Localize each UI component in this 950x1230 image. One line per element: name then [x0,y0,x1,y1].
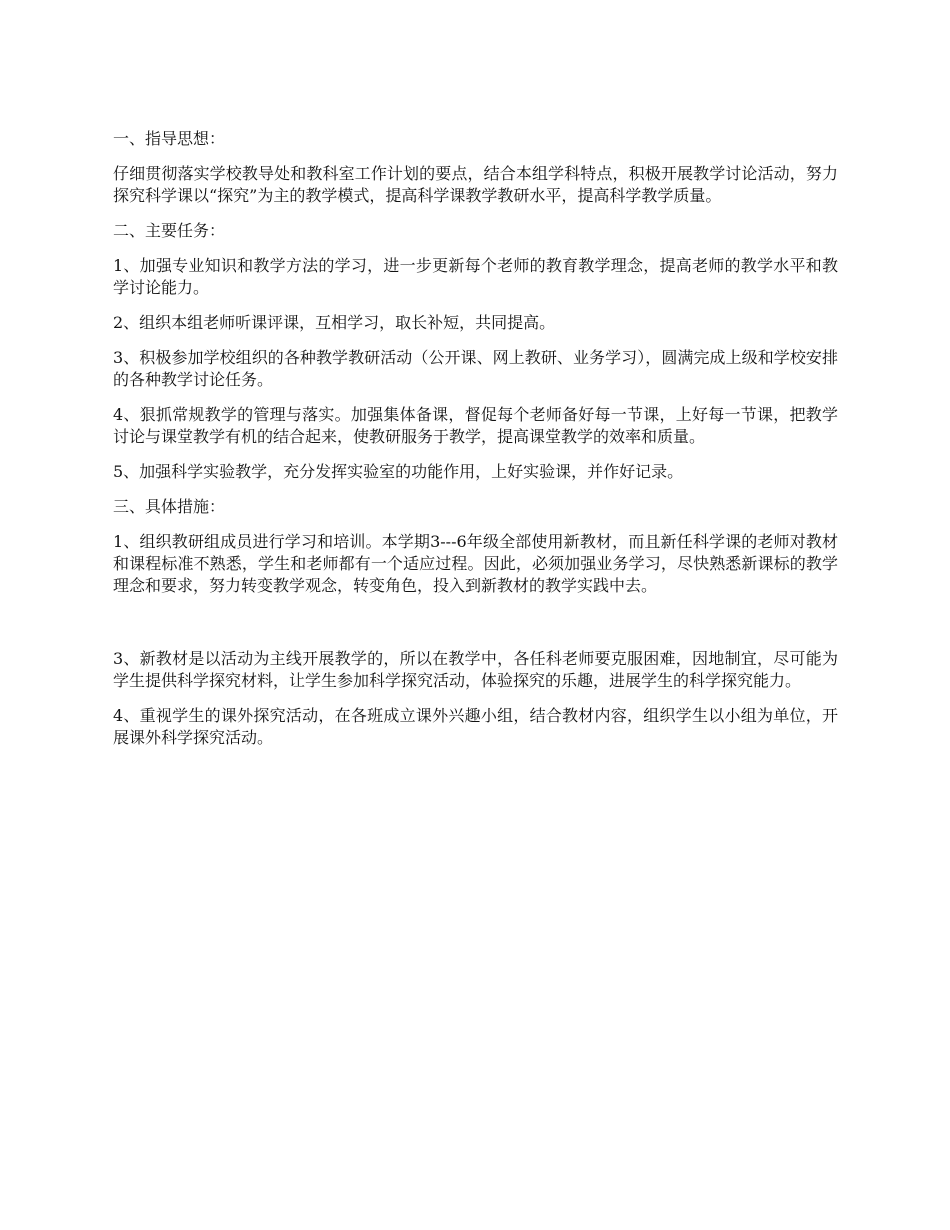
task-item: 2、组织本组老师听课评课，互相学习，取长补短，共同提高。 [113,313,556,332]
section-heading-main-tasks: 二、主要任务： [113,221,226,240]
measure-item: 3、新教材是以活动为主线开展教学的，所以在教学中，各任科老师要克服困难，因地制宜，尽可能为学生提供科学探究材料，让学生参加科学探究活动，体验探究的乐趣，进展学生的科学探究能力。 [113,649,838,690]
task-item: 5、加强科学实验教学，充分发挥实验室的功能作用，上好实验课，并作好记录。 [113,462,684,481]
blank-spacer [113,610,838,648]
section-heading-guiding-ideology: 一、指导思想： [113,129,226,148]
task-item: 1、加强专业知识和教学方法的学习，进一步更新每个老师的教育教学理念，提高老师的教学水平和教学讨论能力。 [113,256,838,297]
section-heading-specific-measures: 三、具体措施： [113,497,226,516]
task-item: 3、积极参加学校组织的各种教学教研活动（公开课、网上教研、业务学习），圆满完成上级和学校安排的各种教学讨论任务。 [113,348,838,389]
task-item: 4、狠抓常规教学的管理与落实。加强集体备课，督促每个老师备好每一节课，上好每一节课，把教学讨论与课堂教学有机的结合起来，使教研服务于教学，提高课堂教学的效率和质量。 [113,405,838,446]
measure-item: 4、重视学生的课外探究活动，在各班成立课外兴趣小组，结合教材内容，组织学生以小组为单位，开展课外科学探究活动。 [113,706,838,747]
guiding-ideology-paragraph: 仔细贯彻落实学校教导处和教科室工作计划的要点，结合本组学科特点，积极开展教学讨论活动，努力探究科学课以“探究”为主的教学模式，提高科学课教学教研水平，提高科学教学质量。 [113,164,838,205]
measure-item: 1、组织教研组成员进行学习和培训。本学期3---6年级全部使用新教材，而且新任科学课的老师对教材和课程标准不熟悉，学生和老师都有一个适应过程。因此，必须加强业务学习，尽快熟悉新课标的教学理念和要求，努力转变教学观念，转变角色，投入到新教材的教学实践中去。 [113,532,838,595]
